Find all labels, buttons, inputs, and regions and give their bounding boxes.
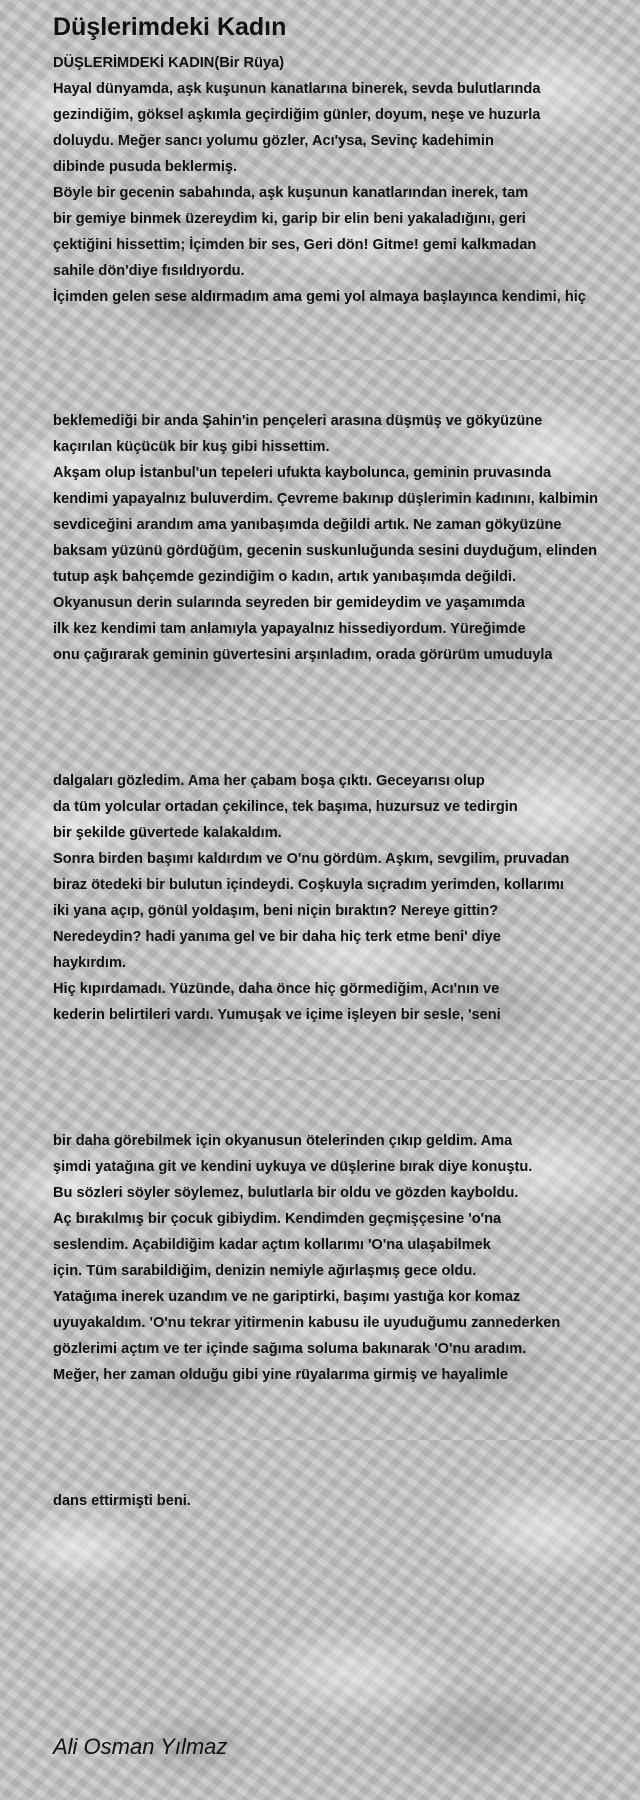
- poem-line: seslendim. Açabildiğim kadar açtım kollarımı 'O'na ulaşabilmek: [53, 1237, 491, 1253]
- poem-line: baksam yüzünü gördüğüm, gecenin suskunluğunda sesini duyduğum, elinden: [53, 543, 598, 559]
- poem-line: beklemediği bir anda Şahin'in pençeleri arasına düşmüş ve gökyüzüne: [53, 413, 543, 429]
- poem-text-block: [53, 1128, 638, 1388]
- poem-line: İçimden gelen sese aldırmadım ama gemi yol almaya başlayınca kendimi, hiç: [53, 289, 586, 305]
- poem-line: sevdiceğini arandım ama yanıbaşımda değildi artık. Ne zaman gökyüzüne: [53, 517, 562, 533]
- poem-line: haykırdım.: [53, 955, 126, 971]
- poem-line: şimdi yatağına git ve kendini uykuya ve düşlerine bırak diye konuştu.: [53, 1159, 533, 1175]
- poem-line: doluydu. Meğer sancı yolumu gözler, Acı'ysa, Sevinç kadehimin: [53, 133, 494, 149]
- poem-line: çektiğini hissettim; İçimden bir ses, Geri dön! Gitme! gemi kalkmadan: [53, 237, 537, 253]
- poem-line: sahile dön'diye fısıldıyordu.: [53, 263, 245, 279]
- poem-line: dibinde pusuda beklermiş.: [53, 159, 238, 175]
- poem-line: onu çağırarak geminin güvertesini arşınladım, orada görürüm umuduyla: [53, 647, 553, 663]
- poem-text-block: [53, 408, 638, 668]
- poem-line: Neredeydin? hadi yanıma gel ve bir daha hiç terk etme beni' diye: [53, 929, 501, 945]
- poem-line: gezindiğim, göksel aşkımla geçirdiğim günler, doyum, neşe ve huzurla: [53, 107, 541, 123]
- poem-line: gözlerimi açtım ve ter içinde sağıma soluma bakınarak 'O'nu aradım.: [53, 1341, 527, 1357]
- poem-section-4: [0, 1080, 640, 1440]
- poem-line: DÜŞLERİMDEKİ KADIN(Bir Rüya): [53, 55, 285, 71]
- poem-line: uyuyakaldım. 'O'nu tekrar yitirmenin kabusu ile uyuduğumu zannederken: [53, 1315, 561, 1331]
- poem-line: Bu sözleri söyler söylemez, bulutlarla bir oldu ve gözden kayboldu.: [53, 1185, 519, 1201]
- poem-line: kederin belirtileri vardı. Yumuşak ve içime işleyen bir sesle, 'seni: [53, 1007, 501, 1023]
- poem-line: tutup aşk bahçemde gezindiğim o kadın, artık yanıbaşımda değildi.: [53, 569, 517, 585]
- poem-line: Meğer, her zaman olduğu gibi yine rüyalarıma girmiş ve hayalimle: [53, 1367, 508, 1383]
- poem-line: kendimi yapayalnız buluverdim. Çevreme bakınıp düşlerimin kadınını, kalbimin: [53, 491, 598, 507]
- poem-line: biraz ötedeki bir bulutun içindeydi. Coşkuyla sıçradım yerimden, kollarımı: [53, 877, 564, 893]
- poem-line: bir gemiye binmek üzereydim ki, garip bir elin beni yakaladığını, geri: [53, 211, 526, 227]
- poem-line: Aç bırakılmış bir çocuk gibiydim. Kendimden geçmişçesine 'o'na: [53, 1211, 502, 1227]
- poem-line: iki yana açıp, gönül yoldaşım, beni niçin bıraktın? Nereye gittin?: [53, 903, 499, 919]
- poem-line: Okyanusun derin sularında seyreden bir gemideydim ve yaşamımda: [53, 595, 526, 611]
- poem-title: Düşlerimdeki Kadın: [53, 13, 287, 41]
- poem-line: bir daha görebilmek için okyanusun ötelerinden çıkıp geldim. Ama: [53, 1133, 513, 1149]
- poem-line: Hiç kıpırdamadı. Yüzünde, daha önce hiç görmediğim, Acı'nın ve: [53, 981, 500, 997]
- author-signature: Ali Osman Yılmaz: [53, 1734, 228, 1759]
- poem-text-block: [53, 1488, 638, 1514]
- poem-section-2: [0, 360, 640, 720]
- poem-line: dalgaları gözledim. Ama her çabam boşa çıktı. Geceyarısı olup: [53, 773, 485, 789]
- poem-section-1: [0, 0, 640, 360]
- poem-line: dans ettirmişti beni.: [53, 1493, 191, 1509]
- poem-line: da tüm yolcular ortadan çekilince, tek başıma, huzursuz ve tedirgin: [53, 799, 518, 815]
- poem-line: ilk kez kendimi tam anlamıyla yapayalnız hissediyordum. Yüreğimde: [53, 621, 526, 637]
- poem-line: kaçırılan küçücük bir kuş gibi hissettim.: [53, 439, 330, 455]
- poem-text-block: [53, 50, 638, 310]
- poem-line: Akşam olup İstanbul'un tepeleri ufukta kaybolunca, geminin pruvasında: [53, 465, 552, 481]
- poem-section-5: [0, 1440, 640, 1800]
- poem-text-block: [53, 768, 638, 1028]
- poem-line: Böyle bir gecenin sabahında, aşk kuşunun kanatlarından inerek, tam: [53, 185, 529, 201]
- poem-line: Hayal dünyamda, aşk kuşunun kanatlarına binerek, sevda bulutlarında: [53, 81, 541, 97]
- poem-line: Sonra birden başımı kaldırdım ve O'nu gördüm. Aşkım, sevgilim, pruvadan: [53, 851, 570, 867]
- poem-section-3: [0, 720, 640, 1080]
- poem-line: Yatağıma inerek uzandım ve ne gariptirki, başımı yastığa kor komaz: [53, 1289, 521, 1305]
- poem-line: için. Tüm sarabildiğim, denizin nemiyle ağırlaşmış gece oldu.: [53, 1263, 477, 1279]
- poem-line: bir şekilde güvertede kalakaldım.: [53, 825, 282, 841]
